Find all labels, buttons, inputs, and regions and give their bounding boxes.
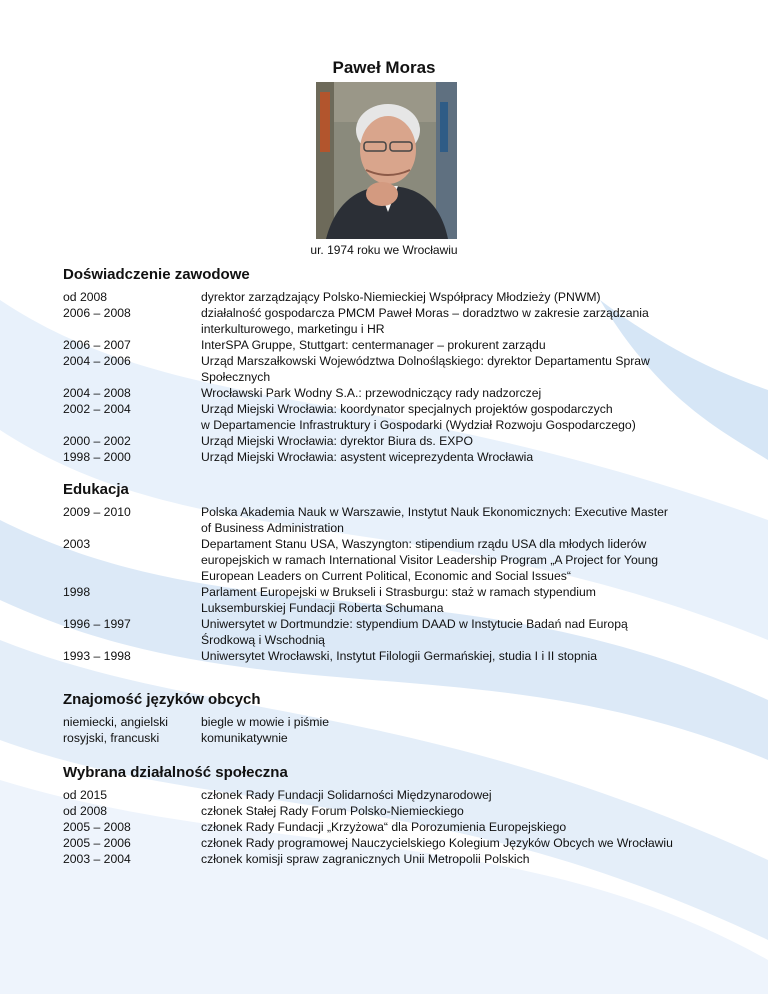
entry-description-line: biegle w mowie i piśmie: [201, 715, 330, 729]
entry-description-line: Parlament Europejski w Brukseli i Strasburgu: staż w ramach stypendium: [201, 585, 596, 599]
entry-date: 1998: [63, 585, 91, 599]
entry-description: [201, 504, 713, 536]
entry-description: [201, 819, 713, 835]
entry-description: [201, 648, 713, 664]
entry-date: 2002 – 2004: [63, 402, 131, 416]
entry-date: 2005 – 2006: [63, 836, 131, 850]
entry-description-line: Urząd Miejski Wrocławia: dyrektor Biura ds. EXPO: [201, 434, 474, 448]
entry-description: [201, 714, 713, 730]
entry-description: [201, 401, 713, 433]
entry-description: [201, 536, 713, 584]
experience-section: [63, 265, 713, 465]
entry-description-line: Wrocławski Park Wodny S.A.: przewodniczący rady nadzorczej: [201, 386, 542, 400]
entry-date: od 2008: [63, 804, 108, 818]
portrait-photo: [316, 82, 457, 239]
entry-row: [63, 835, 713, 851]
entry-description-line: członek komisji spraw zagranicznych Unii Metropolii Polskich: [201, 852, 530, 866]
entry-date: 2005 – 2008: [63, 820, 131, 834]
entry-description: [201, 851, 713, 867]
entry-description-line: Urząd Miejski Wrocławia: asystent wiceprezydenta Wrocławia: [201, 450, 534, 464]
education-list: [63, 504, 713, 664]
entry-description-line: w Departamencie Infrastruktury i Gospodarki (Wydział Rozwoju Gospodarczego): [201, 418, 636, 432]
entry-date: niemiecki, angielski: [63, 715, 168, 729]
entry-description-line: działalność gospodarcza PMCM Paweł Moras – doradztwo w zakresie zarządzania: [201, 306, 649, 320]
entry-description-line: komunikatywnie: [201, 731, 288, 745]
entry-description-line: European Leaders on Current Political, Economic and Social Issues“: [201, 569, 571, 583]
entry-description: [201, 787, 713, 803]
entry-description-line: członek Rady Fundacji Solidarności Międzynarodowej: [201, 788, 492, 802]
entry-date: rosyjski, francuski: [63, 731, 160, 745]
entry-row: [63, 787, 713, 803]
entry-description-line: członek Rady Fundacji „Krzyżowa“ dla Porozumienia Europejskiego: [201, 820, 567, 834]
entry-description: [201, 616, 713, 648]
entry-description-line: Departament Stanu USA, Waszyngton: stipendium rządu USA dla młodych liderów: [201, 537, 647, 551]
entry-row: [63, 305, 713, 337]
entry-description: [201, 305, 713, 337]
entry-row: [63, 353, 713, 385]
entry-row: [63, 401, 713, 433]
entry-date: 2004 – 2006: [63, 354, 131, 368]
entry-description-line: Luksemburskiej Fundacji Roberta Schumana: [201, 601, 444, 615]
entry-date: 2006 – 2008: [63, 306, 131, 320]
entry-date: od 2008: [63, 290, 108, 304]
entry-description-line: Polska Akademia Nauk w Warszawie, Instytut Nauk Ekonomicznych: Executive Master: [201, 505, 668, 519]
entry-description-line: Urząd Miejski Wrocławia: koordynator specjalnych projektów gospodarczych: [201, 402, 613, 416]
entry-date: 1998 – 2000: [63, 450, 131, 464]
entry-description-line: Uniwersytet w Dortmundzie: stypendium DAAD w Instytucie Badań nad Europą: [201, 617, 628, 631]
entry-description-line: członek Stałej Rady Forum Polsko-Niemieckiego: [201, 804, 464, 818]
entry-description-line: of Business Administration: [201, 521, 344, 535]
education-heading: Edukacja: [63, 481, 129, 498]
entry-row: [63, 385, 713, 401]
entry-description: [201, 289, 713, 305]
languages-list: [63, 714, 713, 746]
experience-heading: Doświadczenie zawodowe: [63, 266, 250, 283]
entry-date: 2004 – 2008: [63, 386, 131, 400]
experience-list: [63, 289, 713, 465]
entry-date: od 2015: [63, 788, 108, 802]
entry-date: 1993 – 1998: [63, 649, 131, 663]
languages-section: [63, 690, 713, 746]
entry-description-line: interkulturowego, marketingu i HR: [201, 322, 385, 336]
entry-row: [63, 337, 713, 353]
entry-description-line: Społecznych: [201, 370, 271, 384]
entry-description: [201, 584, 713, 616]
entry-row: [63, 851, 713, 867]
entry-row: [63, 648, 713, 664]
entry-row: [63, 504, 713, 536]
entry-description: [201, 835, 713, 851]
entry-row: [63, 730, 713, 746]
entry-description-line: dyrektor zarządzający Polsko-Niemieckiej Współpracy Młodzieży (PNWM): [201, 290, 601, 304]
social-heading: Wybrana działalność społeczna: [63, 764, 288, 781]
entry-description: [201, 353, 713, 385]
entry-row: [63, 616, 713, 648]
entry-row: [63, 819, 713, 835]
entry-description-line: Uniwersytet Wrocławski, Instytut Filologii Germańskiej, studia I i II stopnia: [201, 649, 598, 663]
social-list: [63, 787, 713, 867]
entry-description-line: InterSPA Gruppe, Stuttgart: centermanager – prokurent zarządu: [201, 338, 546, 352]
entry-description-line: członek Rady programowej Nauczycielskiego Kolegium Języków Obcych we Wrocławiu: [201, 836, 673, 850]
entry-description: [201, 433, 713, 449]
entry-row: [63, 714, 713, 730]
social-section: [63, 763, 713, 867]
entry-date: 2006 – 2007: [63, 338, 131, 352]
entry-row: [63, 449, 713, 465]
entry-description: [201, 449, 713, 465]
entry-description-line: Środkową i Wschodnią: [201, 633, 325, 647]
entry-date: 2000 – 2002: [63, 434, 131, 448]
entry-description: [201, 803, 713, 819]
entry-row: [63, 289, 713, 305]
entry-row: [63, 433, 713, 449]
entry-description: [201, 385, 713, 401]
languages-heading: Znajomość języków obcych: [63, 691, 261, 708]
entry-description: [201, 730, 713, 746]
entry-row: [63, 536, 713, 584]
entry-description: [201, 337, 713, 353]
entry-description-line: europejskich w ramach International Visitor Leadership Program „A Project for Young: [201, 553, 659, 567]
entry-description-line: Urząd Marszałkowski Województwa Dolnośląskiego: dyrektor Departamentu Spraw: [201, 354, 650, 368]
entry-date: 2009 – 2010: [63, 505, 131, 519]
entry-row: [63, 803, 713, 819]
person-name: Paweł Moras: [332, 58, 436, 77]
entry-row: [63, 584, 713, 616]
education-section: [63, 480, 713, 664]
entry-date: 2003 – 2004: [63, 852, 131, 866]
entry-date: 1996 – 1997: [63, 617, 131, 631]
entry-date: 2003: [63, 537, 91, 551]
birth-caption: ur. 1974 roku we Wrocławiu: [310, 243, 458, 257]
